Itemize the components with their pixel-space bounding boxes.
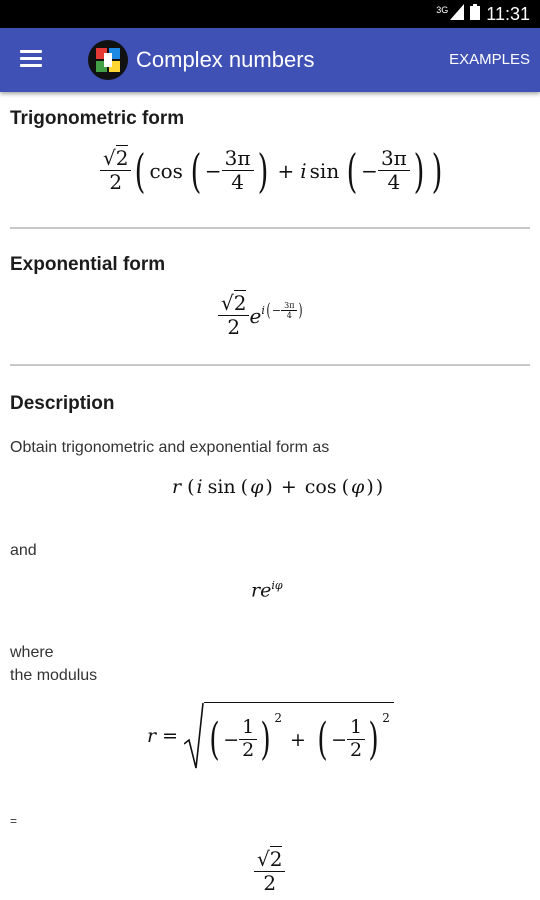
hamburger-menu-icon[interactable] <box>20 50 42 68</box>
divider-1 <box>10 227 530 229</box>
desc-where: where <box>10 644 54 661</box>
status-icons <box>436 4 530 25</box>
desc-equals: = <box>10 814 18 828</box>
examples-button[interactable]: EXAMPLES <box>449 51 530 68</box>
trig-heading: Trigonometric form <box>10 108 185 129</box>
sqrt-expression: ( − $\frac{1}{2}$ ) $^2$ + ( − $\frac{1}{2}$ ) $^2$ <box>184 702 394 770</box>
desc-line1: Obtain trigonometric and exponential form as <box>10 439 330 456</box>
exp-formula: $\frac{√2}{2}$ e i ( − $\frac{3\pi}{4}$ ) <box>218 292 305 339</box>
content-area[interactable] <box>0 92 540 900</box>
exp-heading: Exponential form <box>10 254 166 275</box>
divider-2 <box>10 364 530 366</box>
exp-exponent: i ( − $\frac{3\pi}{4}$ ) <box>261 300 304 321</box>
status-bar <box>0 0 540 28</box>
formula-result: $\frac{√2}{2}$ <box>254 848 285 895</box>
formula-polar: r ( i sin ( φ ) + cos ( φ ) ) <box>172 476 384 498</box>
battery-icon <box>470 4 480 25</box>
desc-heading: Description <box>10 393 115 414</box>
desc-modulus: the modulus <box>10 667 98 684</box>
network-type: 3G <box>436 4 449 15</box>
clock: 11:31 <box>486 4 530 24</box>
trig-formula: $\frac{√2}{2}$ ( cos ( − $\frac{3\pi}{4}$ ) + i sin ( − $\frac{3\pi}{4}$ ) ) <box>100 147 446 194</box>
app-title: Complex numbers <box>136 47 315 72</box>
formula-modulus: r = ( − $\frac{1}{2}$ ) $^2$ + ( − $\frac{1}{2}$ ) $^2$ <box>147 702 394 770</box>
trig-coef: $\frac{√2}{2}$ <box>100 147 131 194</box>
desc-and: and <box>10 542 37 559</box>
formula-exponential: $re^{i\varphi}$ <box>251 579 283 602</box>
signal-icon <box>450 4 464 25</box>
app-logo-icon <box>88 40 128 80</box>
app-bar <box>0 28 540 92</box>
